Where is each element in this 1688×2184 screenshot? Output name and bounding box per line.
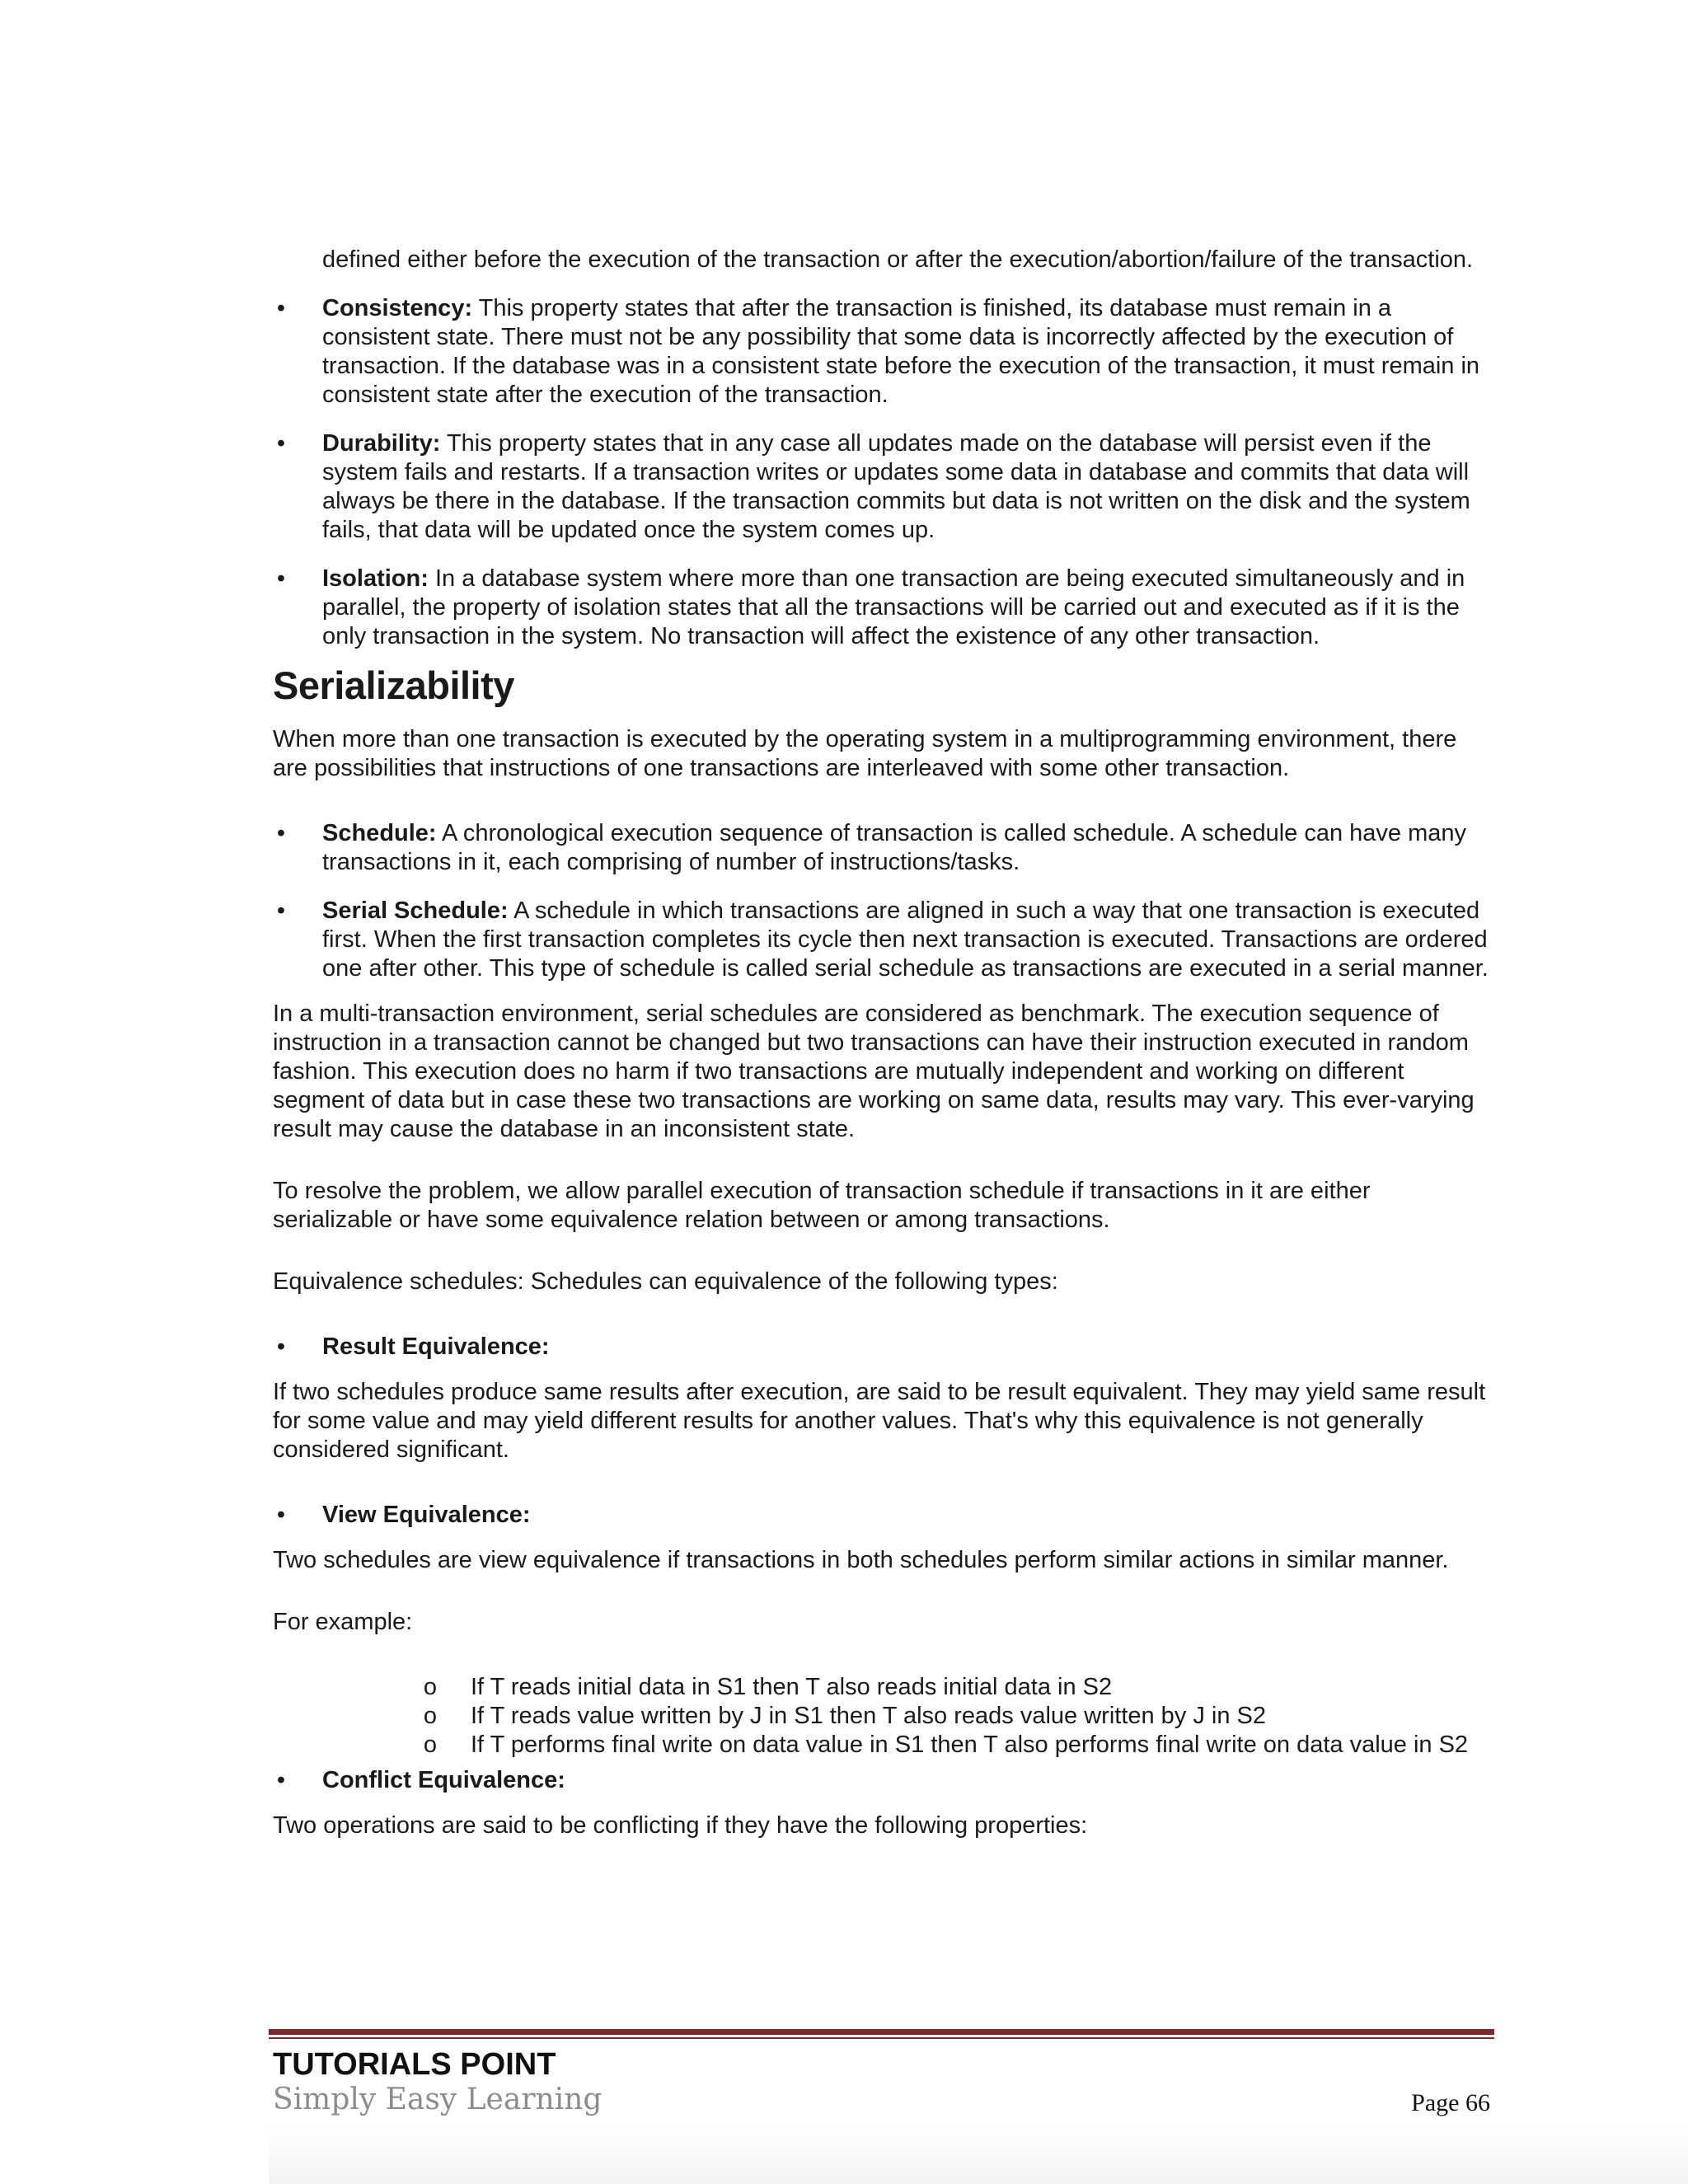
page-body (273, 246, 1493, 1840)
serializability-intro: When more than one transaction is executed by the operating system in a multiprogramming environment, there are possibilities that instructions of one transactions are interleaved with some other transaction. (273, 726, 1457, 781)
footer-rule (269, 2029, 1494, 2035)
paragraph-benchmark: In a multi-transaction environment, serial schedules are considered as benchmark. The execution sequence of instruction in a transaction cannot be changed but two transactions can have their instruction executed in random fashion. This execution does no harm if two transactions are mutually independent and working on different segment of data but in case these two transactions are working on same data, results may vary. This ever-varying result may cause the database in an inconsistent state. (273, 1001, 1475, 1142)
paragraph-resolve: To resolve the problem, we allow parallel execution of transaction schedule if transactions in it are either serializable or have some equivalence relation between or among transactions. (273, 1178, 1371, 1233)
bullet-icon: • (276, 565, 286, 592)
footer-brand: TUTORIALS POINT (273, 2047, 556, 2082)
term-view-equivalence: View Equivalence: (322, 1502, 531, 1528)
term-durability: Durability: (322, 430, 441, 457)
result-equivalence-text: If two schedules produce same results after execution, are said to be result equivalent. They may yield same result for some value and may yield different results for another values. That's why this equivalence is not generally considered significant. (273, 1379, 1486, 1463)
bullet-icon: • (276, 430, 286, 457)
text-schedule: A chronological execution sequence of transaction is called schedule. A schedule can have many transactions in it, each comprising of number of instructions/tasks. (322, 820, 1467, 875)
footer-rule-thin (269, 2037, 1494, 2039)
example-item (273, 1731, 1493, 1760)
bullet-icon: • (276, 820, 286, 846)
section-heading: Serializability (273, 663, 514, 707)
example-item (273, 1673, 1493, 1702)
page-edge-shade (269, 2126, 1688, 2184)
list-item-conflict-equivalence (273, 1766, 1493, 1795)
term-result-equivalence: Result Equivalence: (322, 1333, 550, 1360)
term-conflict-equivalence: Conflict Equivalence: (322, 1767, 565, 1793)
page-number: Page 66 (1411, 2089, 1490, 2116)
example-text: If T reads value written by J in S1 then T also reads value written by J in S2 (471, 1703, 1267, 1729)
list-item-schedule (273, 819, 1493, 877)
intro-continuation: defined either before the execution of the transaction or after the execution/abortion/failure of the transaction. (322, 246, 1474, 273)
conflict-equivalence-text: Two operations are said to be conflicting if they have the following properties: (273, 1812, 1088, 1839)
bullet-icon: • (276, 295, 286, 321)
text-serial-schedule: A schedule in which transactions are aligned in such a way that one transaction is executed first. When the first transaction completes its cycle then next transaction is executed. Transactions are ordered one after other. This type of schedule is called serial schedule as transactions are executed in a serial manner. (322, 898, 1489, 982)
text-durability: This property states that in any case all updates made on the database will persist even if the system fails and restarts. If a transaction writes or updates some data in database and commits that data will always be there in the database. If the transaction commits but data is not written on the disk and the system fails, that data will be updated once the system comes up. (322, 430, 1470, 543)
example-label: For example: (273, 1609, 413, 1635)
example-item (273, 1702, 1493, 1731)
bullet-icon: • (276, 1767, 286, 1793)
list-item-view-equivalence (273, 1501, 1493, 1530)
circle-bullet-icon: o (423, 1703, 438, 1729)
list-item-isolation (273, 565, 1493, 651)
paragraph-equivalence: Equivalence schedules: Schedules can equivalence of the following types: (273, 1268, 1058, 1295)
circle-bullet-icon: o (423, 1732, 438, 1758)
bullet-icon: • (276, 898, 286, 924)
term-serial-schedule: Serial Schedule: (322, 898, 509, 924)
list-item-result-equivalence (273, 1333, 1493, 1361)
example-text: If T performs final write on data value in S1 then T also performs final write on data value in S2 (471, 1732, 1469, 1758)
bullet-icon: • (276, 1502, 286, 1528)
term-isolation: Isolation: (322, 565, 429, 592)
text-isolation: In a database system where more than one transaction are being executed simultaneously and in parallel, the property of isolation states that all the transactions will be carried out and executed as if it is the only transaction in the system. No transaction will affect the existence of any other transaction. (322, 565, 1465, 649)
example-text: If T reads initial data in S1 then T also reads initial data in S2 (471, 1674, 1113, 1700)
text-consistency: This property states that after the transaction is finished, its database must remain in a consistent state. There must not be any possibility that some data is incorrectly affected by the execution of transaction. If the database was in a consistent state before the execution of the transaction, it must remain in consistent state after the execution of the transaction. (322, 295, 1480, 408)
footer-tagline: Simply Easy Learning (273, 2083, 603, 2116)
term-schedule: Schedule: (322, 820, 437, 846)
circle-bullet-icon: o (423, 1674, 438, 1700)
list-item-durability (273, 429, 1493, 545)
list-item-serial-schedule (273, 897, 1493, 983)
term-consistency: Consistency: (322, 295, 473, 321)
list-item-consistency (273, 294, 1493, 410)
bullet-icon: • (276, 1333, 286, 1360)
view-equivalence-text: Two schedules are view equivalence if transactions in both schedules perform similar actions in similar manner. (273, 1547, 1449, 1573)
